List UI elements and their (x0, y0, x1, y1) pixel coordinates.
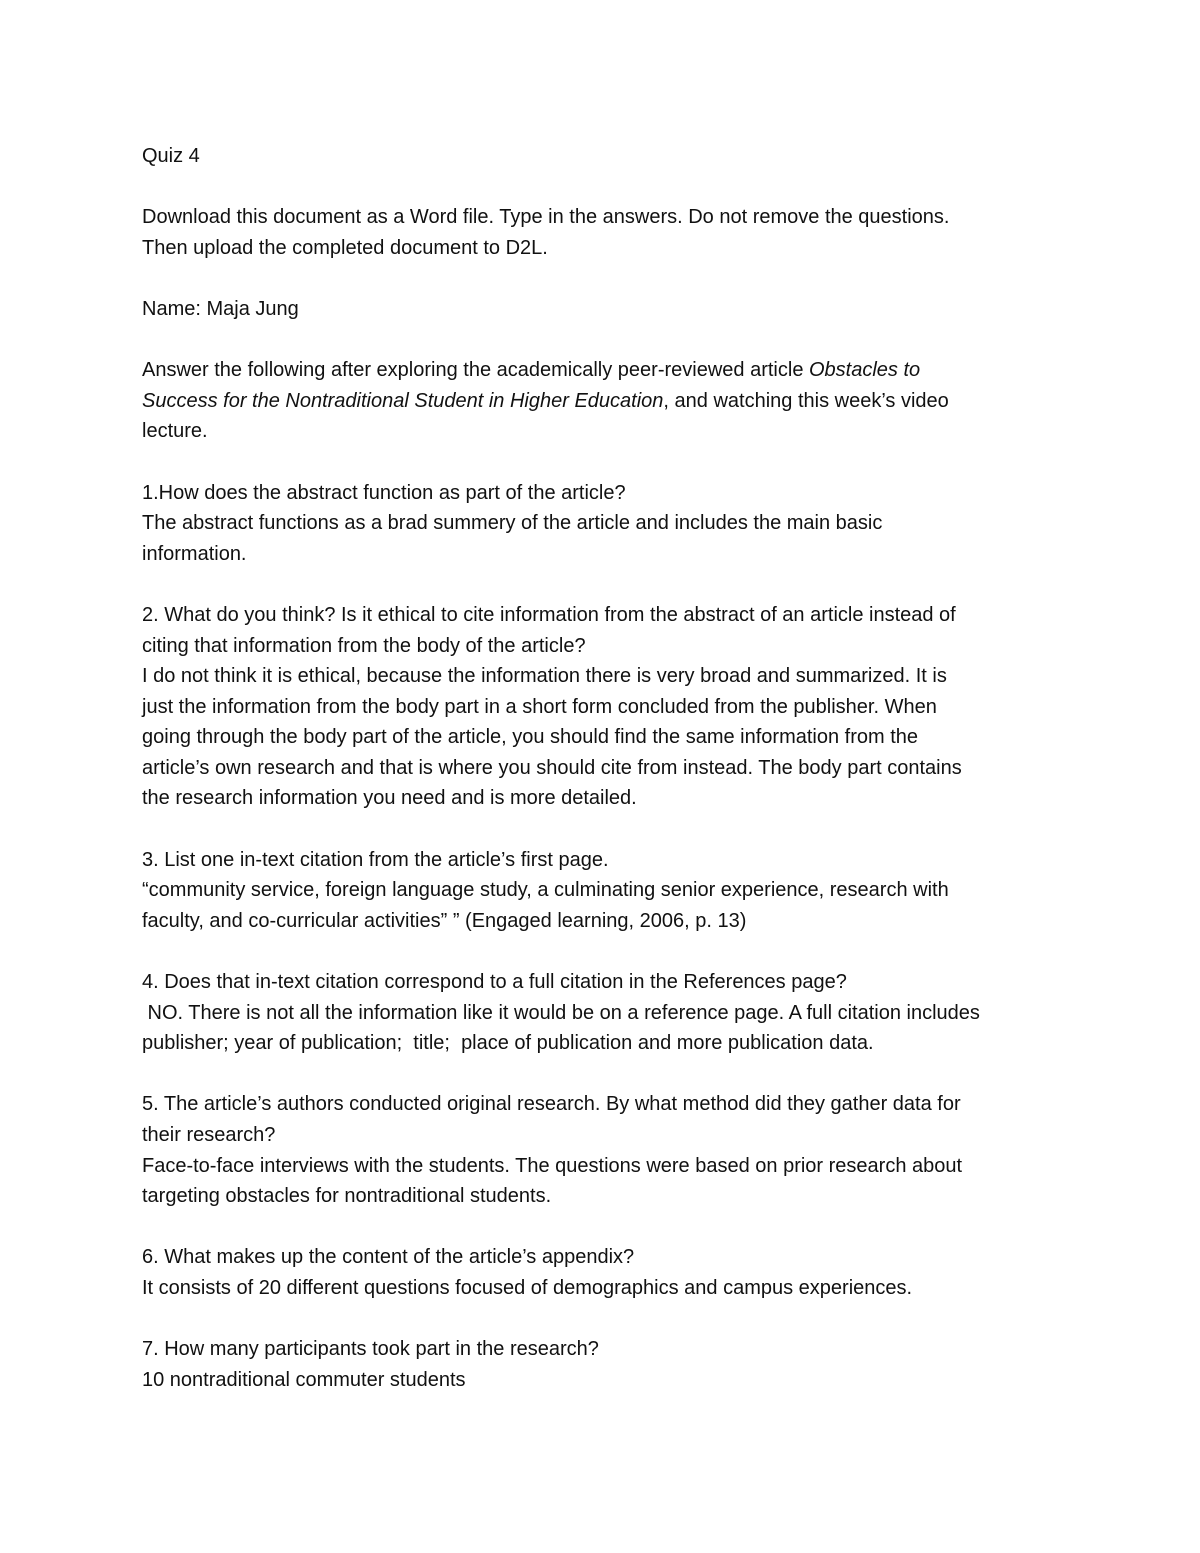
article-title-italic: Obstacles to (809, 359, 921, 382)
answer-1: The abstract functions as a brad summery of the article and includes the main basic (142, 512, 883, 535)
instructions-line: Then upload the completed document to D2L. (142, 236, 548, 259)
student-name-line: Name: Maja Jung (142, 297, 299, 320)
spacer (142, 1304, 1072, 1335)
spacer (142, 1059, 1072, 1090)
intro-line (142, 355, 1072, 386)
answer-2: just the information from the body part in a short form concluded from the publisher. When (142, 695, 937, 718)
answer-3: faculty, and co-curricular activities” ” (Engaged learning, 2006, p. 13) (142, 909, 747, 932)
answer-7: 10 nontraditional commuter students (142, 1368, 466, 1391)
question-4: 4. Does that in-text citation correspond to a full citation in the References page? (142, 971, 847, 994)
question-3: 3. List one in-text citation from the article’s first page. (142, 848, 609, 871)
document-page (142, 141, 1072, 1395)
spacer (142, 325, 1072, 356)
question-1: 1.How does the abstract function as part of the article? (142, 481, 626, 504)
question-5: 5. The article’s authors conducted original research. By what method did they gather data for (142, 1093, 961, 1116)
answer-5: Face-to-face interviews with the students. The questions were based on prior research about (142, 1154, 963, 1177)
question-5: their research? (142, 1124, 276, 1146)
spacer (142, 569, 1072, 600)
answer-2: the research information you need and is more detailed. (142, 787, 637, 810)
question-7: 7. How many participants took part in the research? (142, 1338, 599, 1361)
spacer (142, 263, 1072, 294)
question-2: citing that information from the body of the article? (142, 634, 586, 657)
answer-6: It consists of 20 different questions focused of demographics and campus experiences. (142, 1276, 913, 1299)
answer-2: article’s own research and that is where you should cite from instead. The body part contains (142, 756, 962, 779)
answer-1: information. (142, 542, 247, 565)
intro-line: lecture. (142, 420, 208, 443)
instructions-line: Download this document as a Word file. Type in the answers. Do not remove the questions. (142, 206, 950, 229)
article-title-italic: Success for the Nontraditional Student in Higher Education (142, 389, 664, 412)
answer-4: publisher; year of publication; title; place of publication and more publication data. (142, 1032, 874, 1055)
intro-text: Answer the following after exploring the academically peer-reviewed article (142, 359, 809, 382)
spacer (142, 172, 1072, 203)
spacer (142, 447, 1072, 478)
question-2: 2. What do you think? Is it ethical to cite information from the abstract of an article instead of (142, 603, 956, 626)
answer-2: I do not think it is ethical, because the information there is very broad and summarized. It is (142, 665, 947, 688)
spacer (142, 814, 1072, 845)
answer-5: targeting obstacles for nontraditional students. (142, 1185, 552, 1208)
document-title: Quiz 4 (142, 145, 200, 167)
spacer (142, 1212, 1072, 1243)
answer-4: NO. There is not all the information like it would be on a reference page. A full citation includes (142, 1001, 980, 1024)
answer-2: going through the body part of the article, you should find the same information from the (142, 726, 919, 749)
question-6: 6. What makes up the content of the article’s appendix? (142, 1246, 635, 1269)
intro-line (142, 386, 1072, 417)
spacer (142, 936, 1072, 967)
answer-3: “community service, foreign language study, a culminating senior experience, research with (142, 879, 949, 902)
intro-text: , and watching this week’s video (663, 389, 949, 412)
